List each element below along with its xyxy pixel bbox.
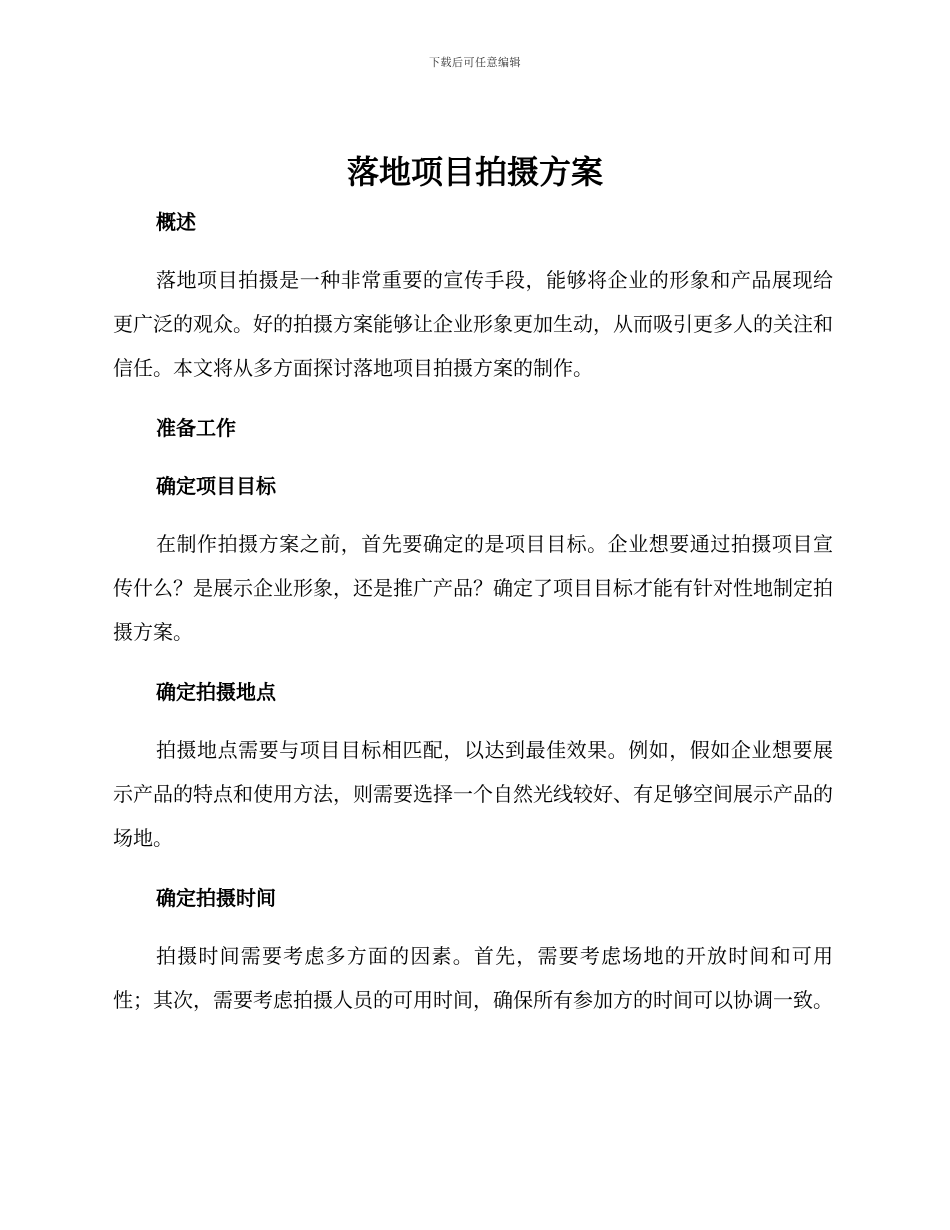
document-body [113,204,833,1022]
section-paragraph-shooting-time: 拍摄时间需要考虑多方面的因素。首先，需要考虑场地的开放时间和可用性；其次，需要考虑拍摄人员的可用时间，确保所有参加方的时间可以协调一致。 [113,944,833,1012]
section-paragraph-overview: 落地项目拍摄是一种非常重要的宣传手段，能够将企业的形象和产品展现给更广泛的观众。好的拍摄方案能够让企业形象更加生动，从而吸引更多人的关注和信任。本文将从多方面探讨落地项目拍摄方案的制作。 [113,268,833,380]
section-heading-overview: 概述 [156,210,196,234]
section-heading-preparation: 准备工作 [156,416,236,440]
section-paragraph-project-goal: 在制作拍摄方案之前，首先要确定的是项目目标。企业想要通过拍摄项目宣传什么？是展示企业形象，还是推广产品？确定了项目目标才能有针对性地制定拍摄方案。 [113,532,833,644]
section-paragraph-shooting-location: 拍摄地点需要与项目目标相匹配，以达到最佳效果。例如，假如企业想要展示产品的特点和使用方法，则需要选择一个自然光线较好、有足够空间展示产品的场地。 [113,738,833,850]
section-heading-shooting-location: 确定拍摄地点 [156,680,276,704]
section-heading-shooting-time: 确定拍摄时间 [156,886,276,910]
document-title: 落地项目拍摄方案 [346,153,603,191]
section-heading-project-goal: 确定项目目标 [156,474,276,498]
header-note: 下载后可任意编辑 [429,56,521,69]
